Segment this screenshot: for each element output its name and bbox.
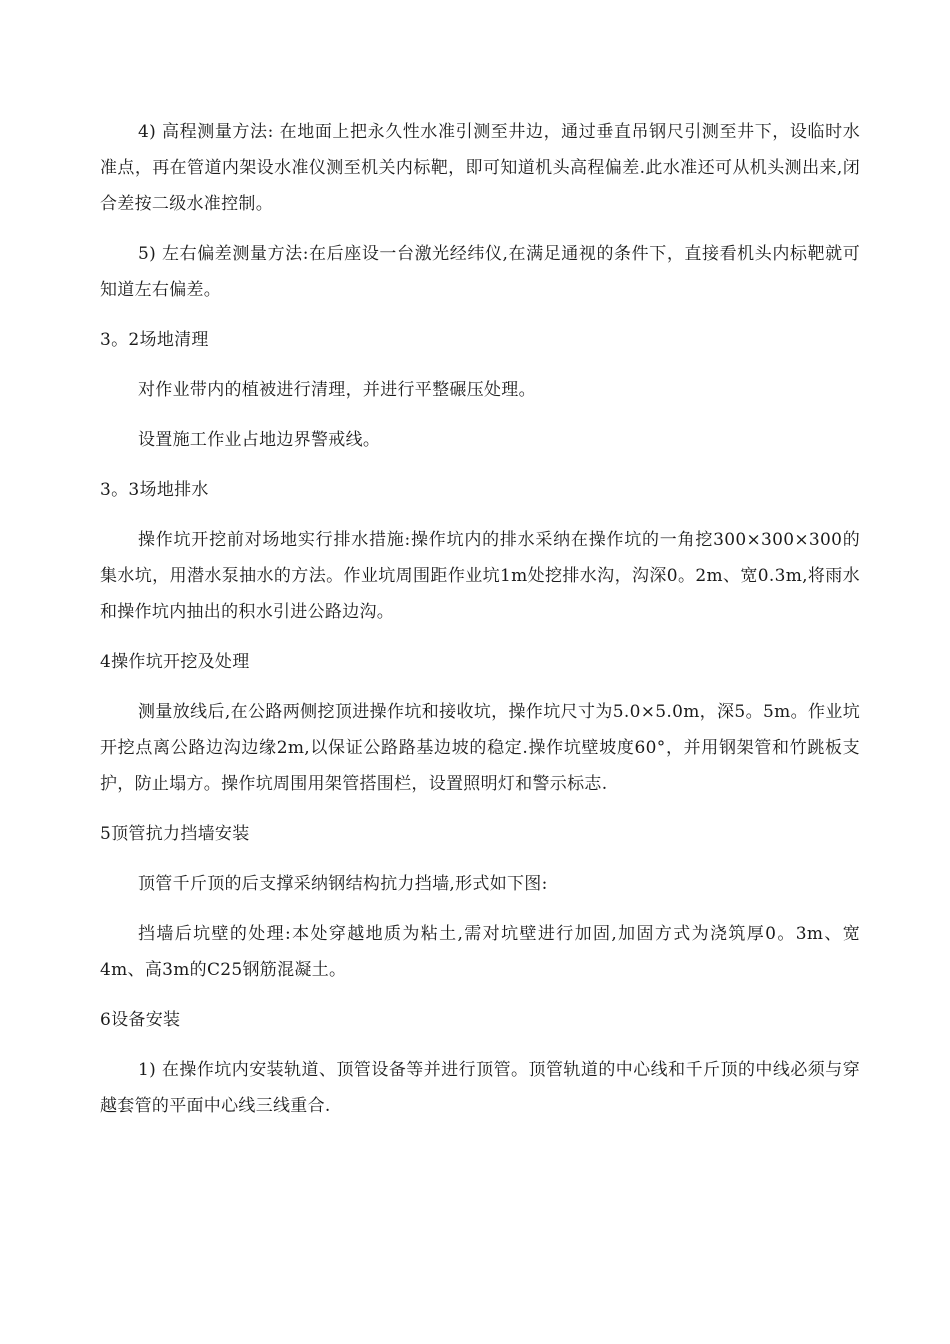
- paragraph-drainage: 操作坑开挖前对场地实行排水措施:操作坑内的排水采纳在操作坑的一角挖300×300×300的集水坑，用潜水泵抽水的方法。作业坑周围距作业坑1m处挖排水沟，沟深0。2m、宽0.3m,将雨水和操作坑内抽出的积水引进公路边沟。: [100, 530, 860, 622]
- document-page: [100, 114, 860, 1124]
- paragraph-excavation: 测量放线后,在公路两侧挖顶进操作坑和接收坑，操作坑尺寸为5.0×5.0m，深5。5m。作业坑开挖点离公路边沟边缘2m,以保证公路路基边坡的稳定.操作坑壁坡度60°，并用钢架管和竹跳板支护，防止塌方。操作坑周围用架管搭围栏，设置照明灯和警示标志.: [100, 702, 860, 794]
- paragraph-deviation-survey: 5) 左右偏差测量方法:在后座设一台激光经纬仪,在满足通视的条件下，直接看机头内标靶就可知道左右偏差。: [100, 244, 860, 300]
- paragraph-wall-treatment: 挡墙后坑壁的处理:本处穿越地质为粘土,需对坑壁进行加固,加固方式为浇筑厚0。3m、宽4m、高3m的C25钢筋混凝土。: [100, 924, 860, 980]
- section-heading-equipment-install: 6设备安装: [100, 1010, 181, 1030]
- section-heading-site-clearing: 3。2场地清理: [100, 330, 209, 350]
- paragraph-warning-line: 设置施工作业占地边界警戒线。: [138, 430, 381, 450]
- paragraph-clearing: 对作业带内的植被进行清理，并进行平整碾压处理。: [138, 380, 536, 400]
- section-heading-retaining-wall: 5顶管抗力挡墙安装: [100, 824, 250, 844]
- section-heading-site-drainage: 3。3场地排水: [100, 480, 209, 500]
- paragraph-wall-support: 顶管千斤顶的后支撑采纳钢结构抗力挡墙,形式如下图:: [138, 874, 548, 894]
- section-heading-pit-excavation: 4操作坑开挖及处理: [100, 652, 250, 672]
- paragraph-equipment: 1) 在操作坑内安装轨道、顶管设备等并进行顶管。顶管轨道的中心线和千斤顶的中线必须与穿越套管的平面中心线三线重合.: [100, 1060, 860, 1116]
- paragraph-elevation-survey: 4) 高程测量方法: 在地面上把永久性水准引测至井边，通过垂直吊钢尺引测至井下，设临时水准点，再在管道内架设水准仪测至机关内标靶，即可知道机头高程偏差.此水准还可从机头测出来,闭合差按二级水准控制。: [100, 122, 860, 214]
